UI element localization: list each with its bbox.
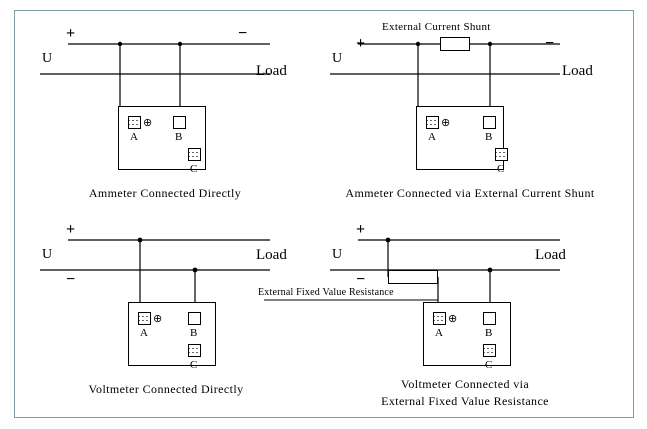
panel3-terminal-c-screw (188, 344, 201, 357)
panel4-u-label: U (332, 247, 343, 262)
panel2-shunt-label: External Current Shunt (382, 21, 491, 33)
panel1-plus-sign: + (66, 25, 76, 42)
panel4-terminal-b-square (483, 312, 496, 325)
panel2-minus-sign: − (545, 35, 555, 52)
panel-voltmeter-direct (40, 222, 310, 412)
panel2-terminal-c-label: C (497, 163, 505, 175)
panel3-plus-sign: + (66, 221, 76, 238)
panel2-caption-block (325, 184, 615, 202)
panel4-terminal-a-label: A (435, 327, 443, 339)
panel4-terminal-c-label: C (485, 359, 493, 371)
panel4-caption-line1: Voltmeter Connected via (400, 377, 530, 391)
panel4-resistance-label: External Fixed Value Resistance (258, 287, 394, 298)
panel4-fixed-resistor (388, 270, 438, 284)
panel1-load-label: Load (256, 63, 287, 79)
panel3-caption: Voltmeter Connected Directly (88, 382, 244, 396)
panel4-minus-sign: − (356, 271, 366, 288)
panel1-u-label: U (42, 51, 53, 66)
panel1-terminal-a-label: A (130, 131, 138, 143)
panel2-load-label: Load (562, 63, 593, 79)
panel3-terminal-a-screw (138, 312, 151, 325)
panel4-terminal-c-screw (483, 344, 496, 357)
panel1-caption: Ammeter Connected Directly (88, 186, 242, 200)
panel2-terminal-a-label: A (428, 131, 436, 143)
panel4-caption-line2: External Fixed Value Resistance (381, 394, 549, 408)
panel1-caption-block (40, 184, 290, 202)
panel3-load-label: Load (256, 247, 287, 263)
panel1-terminal-b-square (173, 116, 186, 129)
panel1-terminal-a-plus: ⊕ (143, 117, 153, 129)
panel4-terminal-b-label: B (485, 327, 493, 339)
panel2-plus-sign: + (356, 35, 366, 52)
panel3-terminal-b-label: B (190, 327, 198, 339)
panel1-minus-sign: − (238, 25, 248, 42)
panel2-terminal-b-square (483, 116, 496, 129)
panel-voltmeter-resistance (258, 221, 620, 417)
panel3-terminal-c-label: C (190, 359, 198, 371)
panel3-terminal-b-square (188, 312, 201, 325)
panel-ammeter-direct (40, 22, 310, 212)
panel4-terminal-a-screw (433, 312, 446, 325)
panel1-terminal-a-screw (128, 116, 141, 129)
panel2-current-shunt (440, 37, 470, 51)
panel2-terminal-b-label: B (485, 131, 493, 143)
panel3-u-label: U (42, 247, 53, 262)
panel3-terminal-a-label: A (140, 327, 148, 339)
panel2-terminal-a-plus: ⊕ (441, 117, 451, 129)
panel2-u-label: U (332, 51, 343, 66)
panel4-plus-sign: + (356, 221, 366, 238)
panel2-terminal-c-screw (495, 148, 508, 161)
panel4-load-label: Load (535, 247, 566, 263)
panel3-caption-block (40, 380, 292, 398)
panel2-terminal-a-screw (426, 116, 439, 129)
panel2-caption: Ammeter Connected via External Current Shunt (345, 186, 595, 200)
panel1-terminal-c-label: C (190, 163, 198, 175)
panel1-terminal-b-label: B (175, 131, 183, 143)
panel4-caption-block (330, 377, 600, 409)
panel1-terminal-c-screw (188, 148, 201, 161)
panel4-terminal-a-plus: ⊕ (448, 313, 458, 325)
panel3-minus-sign: − (66, 271, 76, 288)
panel3-terminal-a-plus: ⊕ (153, 313, 163, 325)
panel-ammeter-shunt (330, 22, 620, 212)
